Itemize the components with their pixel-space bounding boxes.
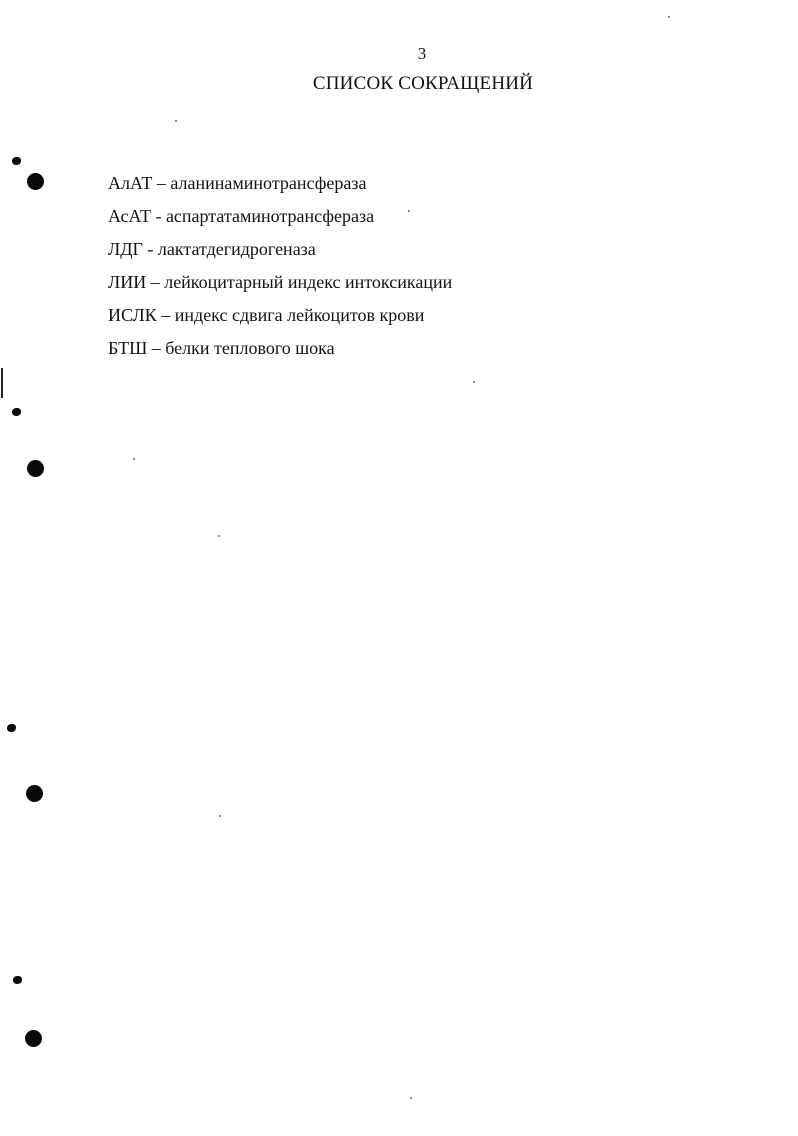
abbreviation-list: [108, 171, 452, 369]
abbreviation-item-lii: ЛИИ – лейкоцитарный индекс интоксикации: [108, 272, 453, 292]
abbreviation-item-islk: ИСЛК – индекс сдвига лейкоцитов крови: [108, 305, 425, 325]
abbreviation-item-ldg: ЛДГ - лактатдегидрогеназа: [108, 239, 316, 259]
punch-hole-mark: [13, 976, 22, 984]
page-number: 3: [417, 44, 427, 63]
punch-hole: [27, 173, 44, 190]
page-title: СПИСОК СОКРАЩЕНИЙ: [312, 73, 534, 94]
scan-speck: [410, 1097, 412, 1099]
punch-hole-mark: [12, 408, 21, 416]
punch-hole-mark: [7, 724, 16, 732]
abbreviation-item-btsh: БТШ – белки теплового шока: [108, 338, 335, 358]
scan-speck: [408, 210, 410, 212]
abbreviation-item-alat: АлАТ – аланинаминотрансфераза: [108, 173, 367, 193]
scan-speck: [133, 458, 135, 460]
scan-speck: [219, 815, 221, 817]
scan-speck: [175, 120, 177, 122]
abbreviation-item-asat: АсАТ - аспартатаминотрансфераза: [108, 206, 375, 226]
punch-hole: [26, 785, 43, 802]
punch-hole-mark: [12, 157, 21, 165]
punch-hole: [25, 1030, 42, 1047]
scan-speck: [473, 381, 475, 383]
scan-speck: [668, 16, 670, 18]
punch-hole: [27, 460, 44, 477]
scan-speck: [218, 535, 220, 537]
scan-edge-mark: [1, 368, 3, 398]
